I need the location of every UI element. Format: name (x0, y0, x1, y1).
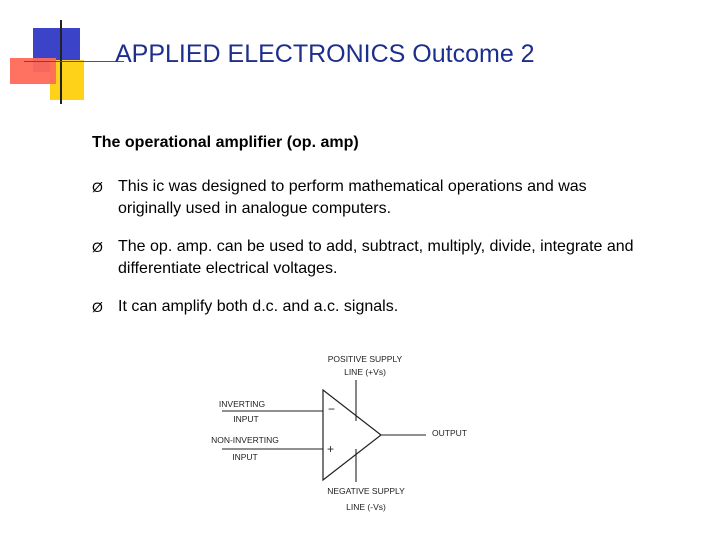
op-amp-diagram (208, 350, 498, 520)
bullet-list (92, 176, 652, 334)
non-inverting-input-label-line1: NON-INVERTING (211, 435, 279, 445)
arrow-bullet-icon: Ø (92, 239, 103, 255)
arrow-bullet-icon: Ø (92, 299, 103, 315)
negative-supply-label-line2: LINE (-Vs) (346, 502, 386, 512)
bullet-item (92, 296, 652, 318)
bullet-text: This ic was designed to perform mathematical operations and was originally used in analogue computers. (118, 178, 587, 217)
inverting-input-label-line1: INVERTING (218, 399, 266, 409)
plus-sign: + (327, 442, 335, 456)
bullet-text: It can amplify both d.c. and a.c. signals. (118, 298, 399, 315)
decor-horizontal-line (24, 61, 124, 62)
decor-vertical-line (60, 20, 62, 104)
section-heading: The operational amplifier (op. amp) (92, 134, 359, 151)
negative-supply-label-line1: NEGATIVE SUPPLY (327, 486, 405, 496)
positive-supply-label-line2: LINE (+Vs) (344, 367, 386, 377)
arrow-bullet-icon: Ø (92, 179, 103, 195)
positive-supply-label-line1: POSITIVE SUPPLY (327, 354, 403, 364)
inverting-input-label-line2: INPUT (233, 414, 259, 424)
bullet-item (92, 176, 652, 220)
non-inverting-input-label-line2: INPUT (232, 452, 258, 462)
bullet-item (92, 236, 652, 280)
slide-title: APPLIED ELECTRONICS Outcome 2 (115, 40, 535, 68)
minus-sign: − (328, 402, 336, 416)
output-label: OUTPUT (432, 428, 467, 438)
bullet-text: The op. amp. can be used to add, subtract, multiply, divide, integrate and differentiate electrical voltages. (118, 238, 634, 277)
